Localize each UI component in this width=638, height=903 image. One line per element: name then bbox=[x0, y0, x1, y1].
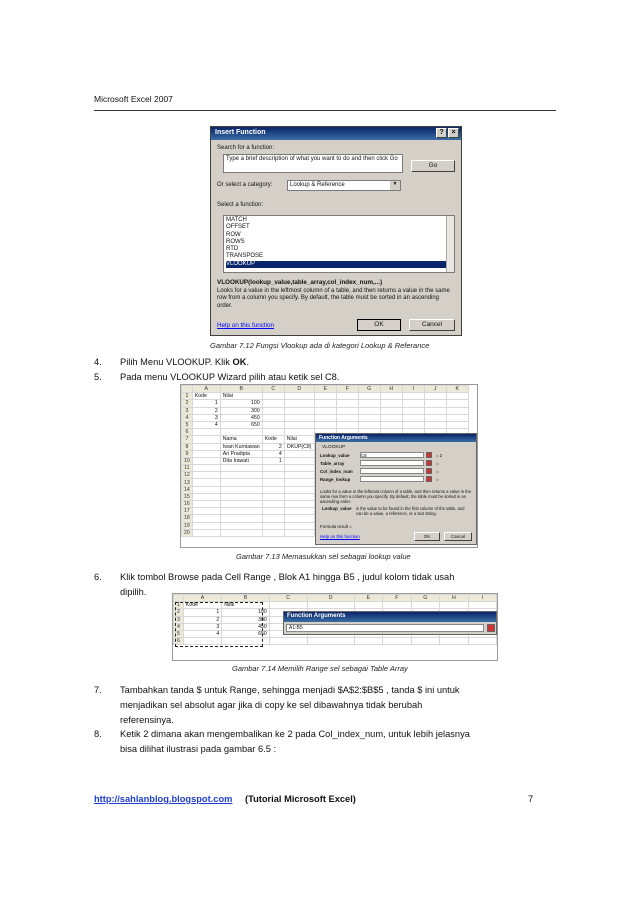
cell[interactable] bbox=[192, 443, 220, 450]
cell[interactable] bbox=[446, 414, 468, 421]
range-picker-icon[interactable] bbox=[426, 476, 432, 482]
function-arguments-collapsed bbox=[283, 611, 497, 635]
step-text-line: Ketik 2 dimana akan mengembalikan ke 2 pada Col_index_num, untuk lebih jelasnya bbox=[120, 729, 470, 739]
chevron-down-icon[interactable]: ▼ bbox=[390, 181, 400, 190]
cell[interactable] bbox=[192, 493, 220, 500]
row-header[interactable]: 8 bbox=[182, 443, 193, 450]
cell[interactable]: 2 bbox=[192, 407, 220, 414]
cell[interactable]: 650 bbox=[222, 630, 270, 637]
column-header[interactable] bbox=[182, 386, 193, 393]
range-picker-icon[interactable] bbox=[426, 468, 432, 474]
row-header[interactable]: 5 bbox=[182, 421, 193, 428]
cell[interactable] bbox=[262, 529, 284, 536]
row-header[interactable]: 12 bbox=[182, 472, 193, 479]
cell[interactable] bbox=[358, 393, 380, 400]
cell[interactable]: Dita Irawati bbox=[220, 457, 262, 464]
step-text-part: Pilih Menu VLOOKUP. Klik bbox=[120, 357, 233, 367]
go-button[interactable]: Go bbox=[411, 160, 455, 172]
cell[interactable] bbox=[358, 421, 380, 428]
step-text-line: dipilih. bbox=[120, 587, 147, 597]
cell[interactable] bbox=[440, 602, 469, 609]
category-value: Lookup & Reference bbox=[290, 182, 345, 188]
column-header[interactable]: H bbox=[440, 595, 469, 602]
cell[interactable] bbox=[284, 493, 314, 500]
dialog-title: Function Arguments bbox=[284, 612, 496, 622]
cell[interactable]: 4 bbox=[183, 630, 221, 637]
column-header[interactable]: C bbox=[269, 595, 307, 602]
cell[interactable]: 1 bbox=[183, 609, 221, 616]
cell[interactable] bbox=[262, 493, 284, 500]
range-picker-icon[interactable] bbox=[426, 452, 432, 458]
cell[interactable] bbox=[446, 421, 468, 428]
list-item[interactable]: ROWS bbox=[226, 238, 245, 245]
cell[interactable] bbox=[284, 522, 314, 529]
cell[interactable] bbox=[314, 393, 336, 400]
cell[interactable] bbox=[446, 393, 468, 400]
list-item[interactable]: ROW bbox=[226, 231, 241, 238]
row-header[interactable]: 6 bbox=[182, 429, 193, 436]
category-select[interactable] bbox=[287, 180, 401, 191]
cell[interactable] bbox=[284, 508, 314, 515]
formula-result: Formula result = bbox=[320, 524, 352, 529]
step-number: 8. bbox=[94, 729, 102, 739]
list-item-selected[interactable]: VLOOKUP bbox=[226, 261, 452, 268]
arg-label: Range_lookup bbox=[320, 477, 351, 482]
cell[interactable] bbox=[314, 407, 336, 414]
dialog-title: Function Arguments bbox=[316, 434, 476, 442]
cell[interactable] bbox=[411, 602, 440, 609]
step-4 bbox=[94, 355, 554, 369]
step-text-part: . bbox=[246, 357, 250, 367]
scrollbar[interactable] bbox=[446, 216, 454, 272]
cell[interactable] bbox=[284, 529, 314, 536]
row-header[interactable]: 1 bbox=[182, 393, 193, 400]
column-header[interactable]: A bbox=[183, 595, 221, 602]
cell[interactable] bbox=[383, 602, 411, 609]
function-description: Looks for a value in the leftmost column of a table, and then returns a value in the same row from a column you specify. By default, the table must be sorted in an ascending order. bbox=[320, 489, 472, 504]
step-text: Pada menu VLOOKUP Wizard pilih atau ketik sel C8. bbox=[120, 372, 340, 382]
row-header[interactable]: 1 bbox=[174, 602, 184, 609]
cell[interactable] bbox=[402, 393, 424, 400]
cell[interactable] bbox=[284, 465, 314, 472]
cell[interactable] bbox=[220, 501, 262, 508]
insert-function-dialog bbox=[210, 126, 462, 336]
list-item[interactable]: RTD bbox=[226, 246, 239, 253]
column-header[interactable]: E bbox=[314, 386, 336, 393]
step-text-line: Klik tombol Browse pada Cell Range , Blok A1 hingga B5 , judul kolom tidak usah bbox=[120, 572, 455, 582]
cell[interactable] bbox=[192, 479, 220, 486]
row-header[interactable]: 4 bbox=[174, 623, 184, 630]
help-button[interactable]: ? bbox=[436, 128, 447, 138]
cell[interactable] bbox=[262, 465, 284, 472]
cell[interactable]: 1 bbox=[262, 457, 284, 464]
cell[interactable]: Kode bbox=[183, 602, 221, 609]
function-description: Looks for a value in the leftmost column of a table, and then returns a value in the same row from a column you specify. By default, the table must be sorted in an ascending order. bbox=[217, 288, 450, 309]
cell[interactable]: 650 bbox=[220, 421, 262, 428]
cell[interactable]: 3 bbox=[183, 623, 221, 630]
cell[interactable] bbox=[446, 407, 468, 414]
cell[interactable] bbox=[192, 457, 220, 464]
dialog-titlebar bbox=[211, 127, 461, 140]
list-item[interactable]: OFFSET bbox=[226, 224, 250, 231]
column-header[interactable]: I bbox=[402, 386, 424, 393]
row-header[interactable]: 2 bbox=[182, 400, 193, 407]
cell[interactable] bbox=[192, 508, 220, 515]
cell[interactable] bbox=[468, 602, 496, 609]
row-header[interactable]: 4 bbox=[182, 414, 193, 421]
cell[interactable] bbox=[269, 638, 307, 645]
page-header: Microsoft Excel 2007 bbox=[94, 94, 173, 104]
close-button[interactable]: × bbox=[448, 128, 459, 138]
column-header[interactable]: F bbox=[336, 386, 358, 393]
search-label: Search for a function: bbox=[217, 145, 275, 151]
step-5 bbox=[94, 370, 554, 384]
row-header[interactable]: 2 bbox=[174, 609, 184, 616]
row-header[interactable]: 18 bbox=[182, 515, 193, 522]
column-header[interactable]: B bbox=[220, 386, 262, 393]
arg-input[interactable] bbox=[360, 476, 424, 482]
cell[interactable] bbox=[284, 457, 314, 464]
cell[interactable] bbox=[220, 479, 262, 486]
cell[interactable] bbox=[354, 602, 382, 609]
cell[interactable]: 450 bbox=[220, 414, 262, 421]
cell[interactable]: 300 bbox=[220, 407, 262, 414]
cell[interactable] bbox=[192, 450, 220, 457]
row-header[interactable]: 16 bbox=[182, 501, 193, 508]
column-header[interactable]: B bbox=[222, 595, 270, 602]
cell[interactable] bbox=[262, 472, 284, 479]
cell[interactable] bbox=[424, 421, 446, 428]
cell[interactable] bbox=[220, 493, 262, 500]
column-header[interactable]: J bbox=[424, 386, 446, 393]
cell[interactable] bbox=[220, 522, 262, 529]
row-header[interactable]: 17 bbox=[182, 508, 193, 515]
cell[interactable] bbox=[336, 421, 358, 428]
cell[interactable] bbox=[220, 515, 262, 522]
arg-label: Table_array bbox=[320, 461, 345, 466]
arg-input[interactable] bbox=[360, 468, 424, 474]
row-header[interactable]: 6 bbox=[174, 638, 184, 645]
cell[interactable] bbox=[284, 450, 314, 457]
cell[interactable] bbox=[262, 515, 284, 522]
cell[interactable] bbox=[262, 414, 284, 421]
cell[interactable] bbox=[383, 638, 411, 645]
function-arguments-dialog bbox=[315, 433, 477, 545]
spreadsheet-vlookup bbox=[180, 384, 478, 548]
row-header[interactable]: 13 bbox=[182, 479, 193, 486]
function-signature: VLOOKUP(lookup_value,table_array,col_index_num,...) bbox=[217, 279, 383, 286]
cell[interactable] bbox=[307, 638, 354, 645]
arg-help-text: is the value to be found in the first column of the table, and can be a value, a reference, or a text string. bbox=[356, 506, 465, 516]
cell[interactable] bbox=[192, 515, 220, 522]
cell[interactable] bbox=[336, 407, 358, 414]
cell[interactable] bbox=[284, 472, 314, 479]
cell[interactable] bbox=[262, 501, 284, 508]
step-text-line: Tambahkan tanda $ untuk Range, sehingga menjadi $A$2:$B$5 , tanda $ ini untuk bbox=[120, 685, 460, 695]
dialog-title: Insert Function bbox=[215, 129, 266, 136]
cell[interactable] bbox=[192, 529, 220, 536]
row-header[interactable]: 3 bbox=[182, 407, 193, 414]
step-text-line: referensinya. bbox=[120, 715, 174, 725]
select-label: Select a function: bbox=[217, 202, 264, 208]
cell[interactable] bbox=[284, 486, 314, 493]
cell[interactable] bbox=[220, 529, 262, 536]
cell[interactable]: 100 bbox=[222, 609, 270, 616]
cell[interactable] bbox=[336, 400, 358, 407]
cell[interactable]: OKUP(C8) bbox=[284, 443, 314, 450]
cell[interactable]: 1 bbox=[192, 400, 220, 407]
cell[interactable]: Ari Pradipta bbox=[220, 450, 262, 457]
cell[interactable] bbox=[284, 400, 314, 407]
row-header[interactable]: 11 bbox=[182, 465, 193, 472]
cell[interactable] bbox=[262, 508, 284, 515]
cell[interactable] bbox=[284, 414, 314, 421]
cell[interactable]: 3 bbox=[192, 414, 220, 421]
range-picker-icon[interactable] bbox=[487, 624, 495, 632]
column-header[interactable]: K bbox=[446, 386, 468, 393]
cell[interactable] bbox=[284, 407, 314, 414]
column-header[interactable]: A bbox=[192, 386, 220, 393]
row-header[interactable]: 5 bbox=[174, 630, 184, 637]
arg-input[interactable]: C8 bbox=[360, 452, 424, 458]
cell[interactable] bbox=[284, 501, 314, 508]
cell[interactable] bbox=[402, 421, 424, 428]
cell[interactable] bbox=[314, 414, 336, 421]
arg-label: Col_index_num bbox=[320, 469, 353, 474]
arg-input[interactable] bbox=[360, 460, 424, 466]
row-header[interactable]: 7 bbox=[182, 436, 193, 443]
range-picker-icon[interactable] bbox=[426, 460, 432, 466]
cell[interactable] bbox=[262, 522, 284, 529]
caption: Gambar 7.12 Fungsi Vlookup ada di kategori Lookup & Referance bbox=[210, 341, 430, 350]
cell[interactable] bbox=[220, 429, 262, 436]
list-item[interactable]: TRANSPOSE bbox=[226, 253, 264, 260]
column-header[interactable]: F bbox=[383, 595, 411, 602]
list-item[interactable]: MATCH bbox=[226, 217, 247, 223]
cell[interactable] bbox=[411, 638, 440, 645]
cell[interactable] bbox=[262, 400, 284, 407]
cell[interactable] bbox=[269, 602, 307, 609]
arg-help-label: Lookup_value bbox=[322, 506, 352, 511]
cell[interactable]: 2 bbox=[183, 616, 221, 623]
function-name: VLOOKUP bbox=[322, 445, 346, 450]
cell[interactable] bbox=[446, 400, 468, 407]
column-header[interactable]: G bbox=[411, 595, 440, 602]
cell[interactable] bbox=[424, 414, 446, 421]
step-text-line: menjadikan sel absolut agar jika di copy ke sel dibawahnya tidak berubah bbox=[120, 700, 423, 710]
footer-link[interactable]: http://sahlanblog.blogspot.com bbox=[94, 794, 233, 804]
cell[interactable] bbox=[307, 602, 354, 609]
column-header[interactable]: G bbox=[358, 386, 380, 393]
cell[interactable] bbox=[358, 414, 380, 421]
cancel-button[interactable]: Cancel bbox=[409, 319, 455, 331]
cell[interactable]: 4 bbox=[192, 421, 220, 428]
cell[interactable] bbox=[424, 407, 446, 414]
cell[interactable]: Kode bbox=[192, 393, 220, 400]
cell[interactable] bbox=[314, 421, 336, 428]
cell[interactable] bbox=[284, 429, 314, 436]
cell[interactable] bbox=[284, 479, 314, 486]
step-text-line: bisa dilihat ilustrasi pada gambar 6.5 : bbox=[120, 744, 277, 754]
column-header[interactable]: I bbox=[468, 595, 496, 602]
step-8 bbox=[94, 727, 554, 757]
cell[interactable] bbox=[192, 436, 220, 443]
cell[interactable]: Nama bbox=[220, 436, 262, 443]
arg-result: = 2 bbox=[436, 453, 443, 458]
cell[interactable] bbox=[380, 393, 402, 400]
cell[interactable] bbox=[284, 393, 314, 400]
header-rule bbox=[94, 110, 556, 111]
step-number: 7. bbox=[94, 685, 102, 695]
selected-range-marquee bbox=[175, 602, 263, 647]
step-text bbox=[120, 355, 249, 369]
cell[interactable]: Nilai bbox=[222, 602, 270, 609]
column-header[interactable]: D bbox=[307, 595, 354, 602]
cell[interactable] bbox=[314, 400, 336, 407]
cell[interactable] bbox=[220, 486, 262, 493]
cell[interactable]: Kode bbox=[262, 436, 284, 443]
help-link[interactable]: Help on this function bbox=[217, 322, 275, 329]
footer bbox=[94, 794, 356, 804]
cell[interactable] bbox=[262, 407, 284, 414]
cell[interactable] bbox=[424, 393, 446, 400]
row-header[interactable]: 3 bbox=[174, 616, 184, 623]
search-input[interactable]: Type a brief description of what you want to do and then click Go bbox=[223, 154, 403, 173]
cell[interactable] bbox=[220, 508, 262, 515]
step-number: 6. bbox=[94, 572, 102, 582]
step-7 bbox=[94, 683, 554, 727]
cell[interactable] bbox=[192, 486, 220, 493]
cell[interactable]: Iwan Kurniawan bbox=[220, 443, 262, 450]
cell[interactable] bbox=[192, 522, 220, 529]
cell[interactable] bbox=[262, 429, 284, 436]
cell[interactable] bbox=[354, 638, 382, 645]
cell[interactable] bbox=[380, 400, 402, 407]
cell[interactable] bbox=[220, 465, 262, 472]
cell[interactable] bbox=[336, 393, 358, 400]
cell[interactable] bbox=[424, 400, 446, 407]
cell[interactable]: 4 bbox=[262, 450, 284, 457]
cell[interactable] bbox=[220, 472, 262, 479]
cell[interactable] bbox=[380, 414, 402, 421]
column-header[interactable]: D bbox=[284, 386, 314, 393]
cell[interactable] bbox=[380, 421, 402, 428]
footer-tag: (Tutorial Microsoft Excel) bbox=[245, 794, 356, 804]
step-number: 4. bbox=[94, 357, 102, 367]
row-header[interactable]: 15 bbox=[182, 493, 193, 500]
cell[interactable] bbox=[284, 515, 314, 522]
caption: Gambar 7.14 Memilih Range sel sebagai Table Array bbox=[232, 664, 408, 673]
arg-result: = bbox=[436, 461, 439, 466]
column-header[interactable]: E bbox=[354, 595, 382, 602]
cell[interactable] bbox=[380, 407, 402, 414]
arg-result: = bbox=[436, 477, 439, 482]
cell[interactable] bbox=[402, 414, 424, 421]
caption: Gambar 7.13 Memasukkan sel sebagai lookup value bbox=[236, 552, 411, 561]
page-number: 7 bbox=[528, 794, 534, 804]
cell[interactable] bbox=[358, 407, 380, 414]
column-header[interactable]: C bbox=[262, 386, 284, 393]
cell[interactable]: 100 bbox=[220, 400, 262, 407]
function-list[interactable] bbox=[223, 215, 455, 273]
cancel-button[interactable]: Cancel bbox=[444, 532, 472, 541]
cell[interactable] bbox=[192, 472, 220, 479]
cell[interactable]: 300 bbox=[222, 616, 270, 623]
spreadsheet-range bbox=[172, 593, 498, 661]
cell[interactable] bbox=[192, 465, 220, 472]
step-number: 5. bbox=[94, 372, 102, 382]
cell[interactable] bbox=[440, 638, 469, 645]
cell[interactable] bbox=[402, 407, 424, 414]
ok-emphasis: OK bbox=[232, 357, 247, 367]
category-label: Or select a category: bbox=[217, 182, 273, 188]
cell[interactable]: Nilai bbox=[284, 436, 314, 443]
column-header[interactable]: H bbox=[380, 386, 402, 393]
cell[interactable] bbox=[262, 421, 284, 428]
row-header[interactable]: 19 bbox=[182, 522, 193, 529]
cell[interactable] bbox=[262, 486, 284, 493]
arg-label: Lookup_value bbox=[320, 453, 350, 458]
cell[interactable] bbox=[262, 393, 284, 400]
row-header[interactable]: 14 bbox=[182, 486, 193, 493]
column-header[interactable] bbox=[174, 595, 184, 602]
cell[interactable] bbox=[192, 429, 220, 436]
cell[interactable] bbox=[284, 421, 314, 428]
ok-button[interactable]: OK bbox=[357, 319, 401, 331]
cell[interactable]: Nilai bbox=[220, 393, 262, 400]
cell[interactable]: 450 bbox=[222, 623, 270, 630]
row-header[interactable]: 20 bbox=[182, 529, 193, 536]
cell[interactable] bbox=[336, 414, 358, 421]
help-link[interactable]: Help on this function bbox=[320, 534, 360, 539]
cell[interactable] bbox=[262, 479, 284, 486]
cell[interactable] bbox=[402, 400, 424, 407]
cell[interactable]: 2 bbox=[262, 443, 284, 450]
arg-result: = bbox=[436, 469, 439, 474]
row-header[interactable]: 10 bbox=[182, 457, 193, 464]
cell[interactable] bbox=[468, 638, 496, 645]
ok-button[interactable]: OK bbox=[414, 532, 440, 541]
cell[interactable] bbox=[358, 400, 380, 407]
range-input[interactable]: A1:B5 bbox=[286, 624, 484, 632]
cell[interactable] bbox=[192, 501, 220, 508]
row-header[interactable]: 9 bbox=[182, 450, 193, 457]
